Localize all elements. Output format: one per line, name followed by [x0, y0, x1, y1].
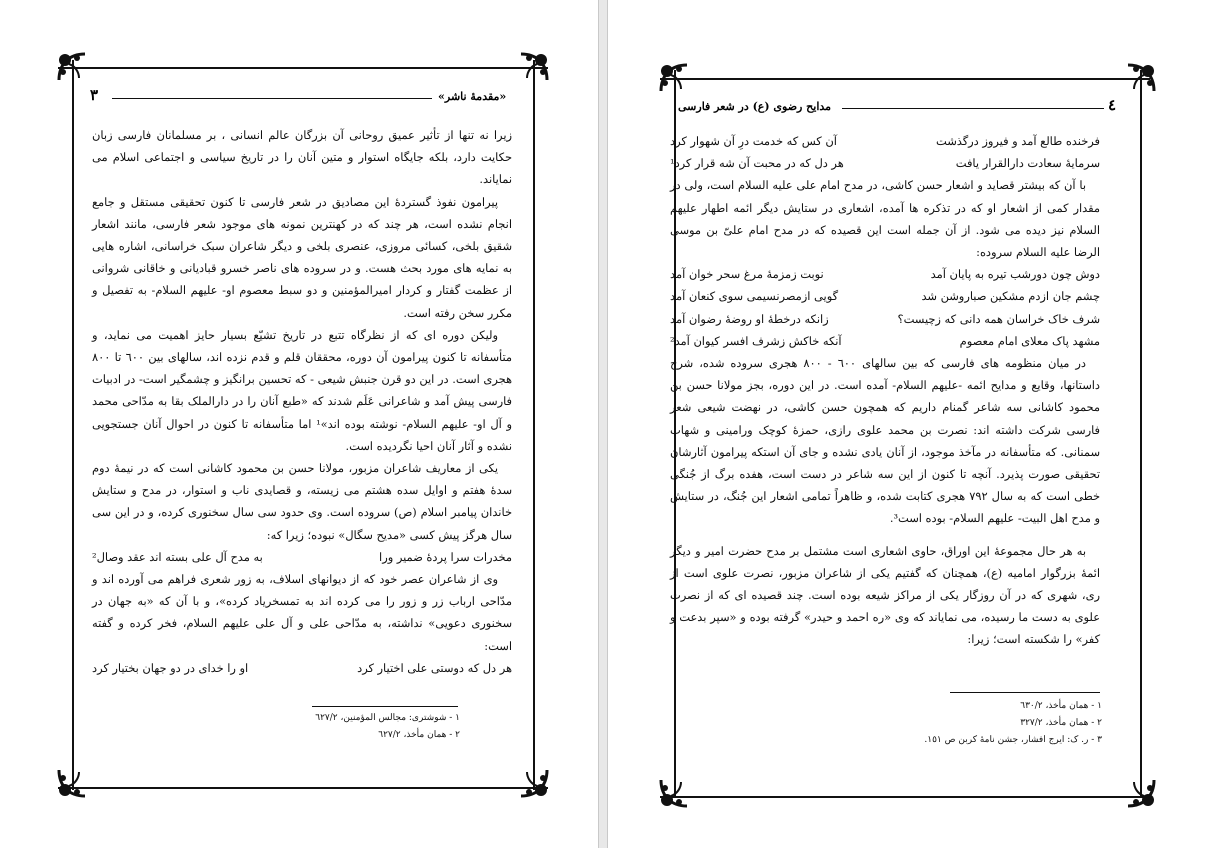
verse-hemistich-first: مشهد پاک معلای امام معصوم — [959, 333, 1100, 348]
page-gutter — [598, 0, 608, 848]
paragraph: ولیکن دوره ای که از نظرگاه تتبع در تاریخ تشیّع بسیار حایز اهمیت می نماید، و متأسفانه تا کنون پیرامون آن دوره، محققان قلم و قدم نزده اند، سالهای بین ٦٠٠ تا ٨٠٠ هجری است. در این دو قرن جنبش شیعی - که تحسین برانگیز و چشمگیر است- در ادبیات فارسی پیش آمد و شاعرانی عَلَم شدند که «طبع آنان را در دارالملک بقا به مدّاحی محمد و آل او- علیهم السلام- نوشته بوده اند»¹ اما متأسفانه تا کنون در احوال آنان جستجویی نشده و آثار آنان احیا نگردیده است. — [92, 327, 512, 453]
frame-left-border — [72, 60, 74, 790]
verse-couplet — [670, 285, 1100, 307]
corner-ornament-icon — [55, 766, 89, 800]
frame-right-border — [1140, 70, 1142, 798]
footnotes — [870, 698, 1102, 749]
verse-hemistich-first: مخدرات سرا پردهٔ ضمیر ورا — [379, 549, 512, 564]
verse-couplet — [670, 263, 1100, 285]
corner-ornament-icon — [517, 50, 551, 84]
paragraph: با آن که بیشتر قصاید و اشعار حسن کاشی، در مدح امام علی علیه السلام است، ولی در مقدار کمی از اشعار او که در تذکره ها آمده، اشعاری در ستایش دیگر ائمه اطهار علیهم السلام نیز دیده می شود. از آن جمله است این قصیده که در مدح امام علیّ بن موسی الرضا علیه السلام سروده: — [670, 178, 1100, 260]
verse-hemistich-second: نوبت زمزمهٔ مرغ سحر خوان آمد — [670, 267, 824, 282]
frame-bottom-border — [660, 796, 1150, 798]
corner-ornament-icon — [657, 776, 691, 810]
frame-top-border — [660, 78, 1150, 80]
page-number: ٣ — [90, 86, 99, 104]
footnote: ١ - شوشتری: مجالس المؤمنین، ٦٢٧/٢ — [315, 713, 460, 723]
corner-ornament-icon — [517, 766, 551, 800]
verse-couplet — [670, 330, 1100, 352]
paragraph: پیرامون نفوذ گستردهٔ این مصادیق در شعر فارسی تا کنون تحقیقی مستقل و جامع انجام نشده است، هر چند که در کهنترین نمونه های موجود شعر فارسی، مانند اشعار شقیق بلخی، کسائی مروزی، عنصری بلخی و دیگر شاعران سبک خراسانی، اشاره هایی به نمایه های مورد بحث هست. و در سروده های ناصر خسرو قبادیانی و خاقانی شروانی از عظمت گفتار و کردار امیرالمؤمنین و دو سبط معصوم او- علیهم السلام- به تفصیل و مکرر سخن رفته است. — [92, 194, 512, 320]
footnote: ٣ - ر. ک: ایرج افشار، جشن نامهٔ کربن ص ١٥١. — [924, 735, 1102, 745]
footnotes — [300, 710, 460, 744]
verse-couplet — [92, 657, 512, 679]
verse-couplet — [670, 130, 1100, 152]
verse-hemistich-first: سرمایهٔ سعادت دارالقرار یافت — [955, 156, 1100, 171]
header-rule — [112, 98, 432, 99]
paragraph: در میان منظومه های فارسی که بین سالهای ٦٠٠ - ٨٠٠ هجری سروده شده، شرح داستانها، وقایع و مدایح ائمه -علیهم السلام- آمده است. در این دوره، بجز مولانا حسن بن محمود کاشانی سه شاعر گمنام داریم که همچون حسن کاشی، در نهضت شیعی شعر فارسی شرکت داشته اند: نصرت بن محمد علوی رازی، حمزهٔ کوچک ورامینی و شهاب سمنانی. که متأسفانه در مآخذ موجود، از آنان یادی نشده و جای آن استکه پیرامون آثارشان تحقیقی صورت پذیرد. آنچه تا کنون از این سه شاعر در دست است، هفده برگ از جُنگی خطی است که به سال ٧٩٢ هجری کتابت شده، و ظاهراً تمامی اشعار این جُنگ، در ستایش و مدح اهل البیت- علیهم السلام- بوده است³. — [670, 356, 1100, 526]
verse-couplet — [670, 308, 1100, 330]
verse-hemistich-first: هر دل که دوستی علی اختیار کرد — [357, 660, 512, 675]
verse-hemistich-second: هر دل که در محبت آن شه قرار کرد¹ — [670, 156, 844, 171]
verse-couplet — [670, 152, 1100, 174]
verse-hemistich-first: دوش چون دورشب تیره به پایان آمد — [930, 267, 1100, 282]
frame-top-border — [58, 67, 548, 69]
verse-hemistich-second: گویی ازمصرنسیمی سوی کنعان آمد — [670, 289, 839, 304]
verse-hemistich-second: او را خدای در دو جهان بختیار کرد — [92, 660, 249, 675]
frame-bottom-border — [58, 787, 548, 789]
verse-hemistich-first: فرخنده طالع آمد و فیروز درگذشت — [936, 134, 1100, 148]
verse-hemistich-second: آن کس که خدمت درِ آن شهوار کرد — [670, 134, 837, 148]
verse-hemistich-second: به مدح آل علی بسته اند عقد وصال² — [92, 549, 263, 564]
corner-ornament-icon — [1124, 61, 1158, 95]
left-page — [0, 0, 598, 848]
corner-ornament-icon — [55, 50, 89, 84]
page-number: ٤ — [1108, 96, 1117, 114]
paragraph: یکی از معاریف شاعران مزبور، مولانا حسن بن محمود کاشانی است که در نیمهٔ دوم سدهٔ هفتم و اوایل سده هشتم می زیسته، و قصایدی ناب و استوار، در مدح و ستایش خاندان پیامبر اسلام (ص) سروده است. وی حدود سی سال سخنوری کرده، و در این سی سال هرگز پیش کسی «مدیح سگال» نبوده؛ زیرا که: — [92, 461, 512, 542]
right-body-text — [670, 130, 1100, 651]
paragraph: وی از شاعران عصر خود که از دیوانهای اسلاف، به زور شعری فراهم می آورده اند و مدّاحی ارباب زر و زور را می کرده اند به تمسخرياد کرده»، و با آن که «به جهان در سخنوری دعویی» نداشته، به مدّاحی علی و آل علی علیهم السلام، فخر کرده و گفته است: — [92, 572, 512, 653]
verse-hemistich-first: چشم جان ازدم مشکین صباروشن شد — [921, 289, 1100, 304]
verse-hemistich-second: آنکه خاکش زشرف افسر کیوان آمد² — [670, 333, 842, 348]
verse-couplet — [92, 546, 512, 568]
verse-hemistich-second: زانکه درخطهٔ او روضهٔ رضوان آمد — [670, 311, 829, 326]
corner-ornament-icon — [1124, 776, 1158, 810]
footnote: ١ - همان مأخذ، ٦٣٠/٢ — [1020, 701, 1102, 711]
frame-right-border — [533, 60, 535, 790]
running-header: «مقدمهٔ ناشر» — [438, 90, 507, 103]
right-page — [608, 0, 1206, 848]
footnote: ٢ - همان مأخذ، ٦٢٧/٢ — [378, 730, 460, 740]
footnote-rule — [312, 706, 458, 707]
left-body-text — [92, 124, 512, 679]
header-rule — [842, 108, 1104, 109]
corner-ornament-icon — [657, 61, 691, 95]
verse-hemistich-first: شرف خاک خراسان همه دانی که زچیست؟ — [897, 311, 1100, 326]
footnote-rule — [950, 692, 1100, 693]
paragraph: زیرا نه تنها از تأثیر عمیق روحانی آن بزرگان عالم انسانی ، بر مسلمانان فارسی زبان حکایت دارد، بلکه جایگاه استوار و متین آنان را در تاریخ سیاسی و اجتماعی اسلام می نمایاند. — [92, 128, 512, 187]
footnote: ٢ - همان مأخذ، ٣٢٧/٢ — [1020, 718, 1102, 728]
running-header: مدایح رضوی (ع) در شعر فارسی — [678, 100, 832, 113]
paragraph: به هر حال مجموعهٔ این اوراق، حاوی اشعاری است مشتمل بر مدح حضرت امیر و دیگر ائمهٔ بزرگوار امامیه (ع)، همچنان که گفتیم یکی از شاعران مزبور، نصرت علوی است از ری، شهری که در آن روزگار یکی از مراکز شیعه بوده است. چند قصیده ای که از نصرت علوی به دست ما رسیده، می نمایاند که وی «ره احمد و حیدر» گرفته بوده و «سپر بدعت و کفر» را شکسته است؛ زیرا: — [670, 543, 1100, 647]
